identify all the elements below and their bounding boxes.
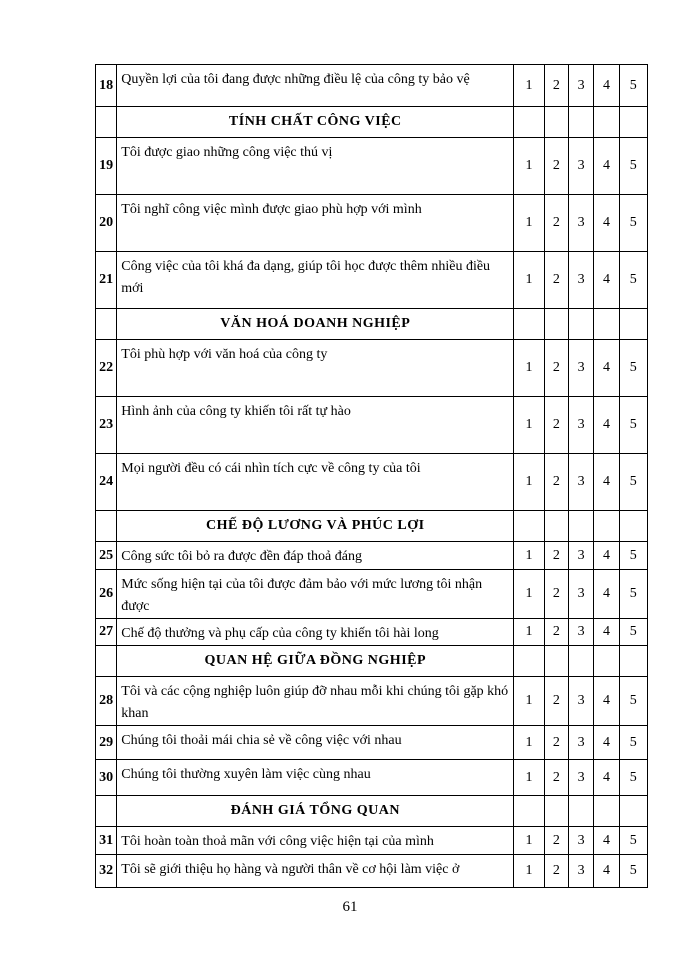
rating-option[interactable]: 1 [514,542,544,570]
question-text: Mọi người đều có cái nhìn tích cực về công ty của tôi [121,461,421,476]
rating-option[interactable]: 2 [544,619,568,646]
question-text: Tôi nghĩ công việc mình được giao phù hợp với mình [121,202,422,217]
question-row [96,454,648,511]
rating-option[interactable]: 1 [514,65,544,107]
question-text: Tôi và các cộng nghiệp luôn giúp đỡ nhau mỗi khi chúng tôi gặp khó khan [121,684,509,721]
question-row [96,252,648,309]
rating-option[interactable]: 1 [514,397,544,454]
question-number: 20 [96,195,117,252]
rating-option[interactable]: 5 [619,65,647,107]
rating-option[interactable]: 5 [619,195,647,252]
question-cell [117,726,514,760]
rating-option[interactable]: 1 [514,570,544,619]
section-row [96,646,648,677]
rating-option[interactable]: 4 [594,65,619,107]
question-number: 32 [96,855,117,888]
rating-option[interactable]: 3 [568,570,593,619]
section-row [96,511,648,542]
question-row [96,677,648,726]
rating-option[interactable]: 3 [568,827,593,855]
rating-option[interactable]: 4 [594,726,619,760]
rating-option[interactable]: 2 [544,827,568,855]
section-title: QUAN HỆ GIỮA ĐỒNG NGHIỆP [117,646,514,677]
rating-option[interactable]: 4 [594,138,619,195]
rating-option[interactable]: 3 [568,726,593,760]
blank-cell [514,309,544,340]
rating-option[interactable]: 4 [594,570,619,619]
question-text: Công sức tôi bỏ ra được đền đáp thoả đáng [121,549,362,564]
rating-option[interactable]: 2 [544,454,568,511]
question-row [96,340,648,397]
blank-cell [96,309,117,340]
question-number: 23 [96,397,117,454]
rating-option[interactable]: 2 [544,542,568,570]
question-row [96,397,648,454]
section-row [96,309,648,340]
rating-option[interactable]: 4 [594,397,619,454]
rating-option[interactable]: 2 [544,397,568,454]
blank-cell [594,646,619,677]
rating-option[interactable]: 5 [619,570,647,619]
blank-cell [544,511,568,542]
rating-option[interactable]: 1 [514,677,544,726]
question-cell [117,454,514,511]
question-number: 21 [96,252,117,309]
survey-table [95,64,648,888]
rating-option[interactable]: 2 [544,340,568,397]
blank-cell [568,646,593,677]
section-row [96,796,648,827]
blank-cell [619,646,647,677]
rating-option[interactable]: 3 [568,619,593,646]
section-title: TÍNH CHẤT CÔNG VIỆC [117,107,514,138]
question-text: Hình ảnh của công ty khiến tôi rất tự hào [121,404,351,419]
question-number: 24 [96,454,117,511]
question-text: Chúng tôi thường xuyên làm việc cùng nhau [121,767,371,782]
rating-option[interactable]: 5 [619,760,647,796]
question-text: Tôi sẽ giới thiệu họ hàng và người thân về cơ hội làm việc ở [121,862,460,877]
question-row [96,619,648,646]
question-number: 18 [96,65,117,107]
question-text: Mức sống hiện tại của tôi được đảm bảo với mức lương tôi nhận được [121,577,483,614]
rating-option[interactable]: 5 [619,542,647,570]
rating-option[interactable]: 5 [619,827,647,855]
rating-option[interactable]: 2 [544,138,568,195]
rating-option[interactable]: 3 [568,340,593,397]
rating-option[interactable]: 1 [514,138,544,195]
blank-cell [619,107,647,138]
question-text: Công việc của tôi khá đa dạng, giúp tôi học được thêm nhiều điều mới [121,259,491,296]
rating-option[interactable]: 3 [568,65,593,107]
rating-option[interactable]: 5 [619,677,647,726]
question-cell [117,619,514,646]
question-cell [117,542,514,570]
blank-cell [96,646,117,677]
question-cell [117,677,514,726]
rating-option[interactable]: 4 [594,760,619,796]
question-cell [117,195,514,252]
question-row [96,542,648,570]
rating-option[interactable]: 2 [544,760,568,796]
rating-option[interactable]: 2 [544,677,568,726]
rating-option[interactable]: 3 [568,195,593,252]
rating-option[interactable]: 1 [514,195,544,252]
rating-option[interactable]: 2 [544,570,568,619]
rating-option[interactable]: 3 [568,855,593,888]
question-cell [117,827,514,855]
blank-cell [514,107,544,138]
rating-option[interactable]: 1 [514,726,544,760]
rating-option[interactable]: 2 [544,855,568,888]
blank-cell [96,796,117,827]
blank-cell [594,796,619,827]
rating-option[interactable]: 3 [568,138,593,195]
section-title: CHẾ ĐỘ LƯƠNG VÀ PHÚC LỢI [117,511,514,542]
rating-option[interactable]: 1 [514,252,544,309]
rating-option[interactable]: 1 [514,340,544,397]
rating-option[interactable]: 4 [594,542,619,570]
blank-cell [544,107,568,138]
blank-cell [544,309,568,340]
question-number: 27 [96,619,117,646]
blank-cell [96,107,117,138]
question-row [96,827,648,855]
question-text: Chúng tôi thoải mái chia sẻ về công việc với nhau [121,733,402,748]
question-cell [117,252,514,309]
question-row [96,760,648,796]
rating-option[interactable]: 5 [619,454,647,511]
question-number: 22 [96,340,117,397]
rating-option[interactable]: 3 [568,252,593,309]
blank-cell [514,796,544,827]
rating-option[interactable]: 1 [514,760,544,796]
blank-cell [594,107,619,138]
page-number: 61 [342,899,358,915]
blank-cell [544,646,568,677]
question-cell [117,340,514,397]
rating-option[interactable]: 4 [594,855,619,888]
blank-cell [568,107,593,138]
rating-option[interactable]: 1 [514,827,544,855]
question-text: Quyền lợi của tôi đang được những điều lệ của công ty bảo vệ [121,72,470,87]
rating-option[interactable]: 4 [594,677,619,726]
blank-cell [619,796,647,827]
rating-option[interactable]: 4 [594,827,619,855]
blank-cell [619,309,647,340]
question-number: 29 [96,726,117,760]
blank-cell [96,511,117,542]
question-cell [117,760,514,796]
rating-option[interactable]: 4 [594,340,619,397]
rating-option[interactable]: 5 [619,340,647,397]
blank-cell [619,511,647,542]
blank-cell [514,646,544,677]
question-text: Tôi hoàn toàn thoả mãn với công việc hiện tại của mình [121,834,434,849]
question-row [96,726,648,760]
rating-option[interactable]: 4 [594,454,619,511]
blank-cell [594,309,619,340]
question-cell [117,65,514,107]
rating-option[interactable]: 1 [514,855,544,888]
question-number: 26 [96,570,117,619]
question-text: Chế độ thưởng và phụ cấp của công ty khiến tôi hài long [121,626,439,641]
question-row [96,855,648,888]
rating-option[interactable]: 2 [544,65,568,107]
rating-option[interactable]: 5 [619,397,647,454]
rating-option[interactable]: 5 [619,726,647,760]
rating-option[interactable]: 5 [619,138,647,195]
question-cell [117,397,514,454]
question-number: 31 [96,827,117,855]
blank-cell [594,511,619,542]
section-row [96,107,648,138]
rating-option[interactable]: 4 [594,252,619,309]
section-title: VĂN HOÁ DOANH NGHIỆP [117,309,514,340]
question-row [96,570,648,619]
blank-cell [514,511,544,542]
rating-option[interactable]: 3 [568,542,593,570]
rating-option[interactable]: 3 [568,454,593,511]
rating-option[interactable]: 5 [619,619,647,646]
rating-option[interactable]: 3 [568,677,593,726]
blank-cell [568,511,593,542]
blank-cell [568,796,593,827]
rating-option[interactable]: 2 [544,726,568,760]
rating-option[interactable]: 5 [619,855,647,888]
question-cell [117,138,514,195]
rating-option[interactable]: 4 [594,195,619,252]
question-text: Tôi phù hợp với văn hoá của công ty [121,347,328,362]
rating-option[interactable]: 1 [514,454,544,511]
rating-option[interactable]: 3 [568,760,593,796]
rating-option[interactable]: 2 [544,252,568,309]
question-cell [117,570,514,619]
question-row [96,138,648,195]
rating-option[interactable]: 1 [514,619,544,646]
question-row [96,65,648,107]
question-cell [117,855,514,888]
blank-cell [568,309,593,340]
question-text: Tôi được giao những công việc thú vị [121,145,333,160]
question-number: 25 [96,542,117,570]
question-number: 19 [96,138,117,195]
blank-cell [544,796,568,827]
rating-option[interactable]: 4 [594,619,619,646]
question-row [96,195,648,252]
section-title: ĐÁNH GIÁ TỔNG QUAN [117,796,514,827]
question-number: 30 [96,760,117,796]
rating-option[interactable]: 5 [619,252,647,309]
question-number: 28 [96,677,117,726]
rating-option[interactable]: 3 [568,397,593,454]
rating-option[interactable]: 2 [544,195,568,252]
